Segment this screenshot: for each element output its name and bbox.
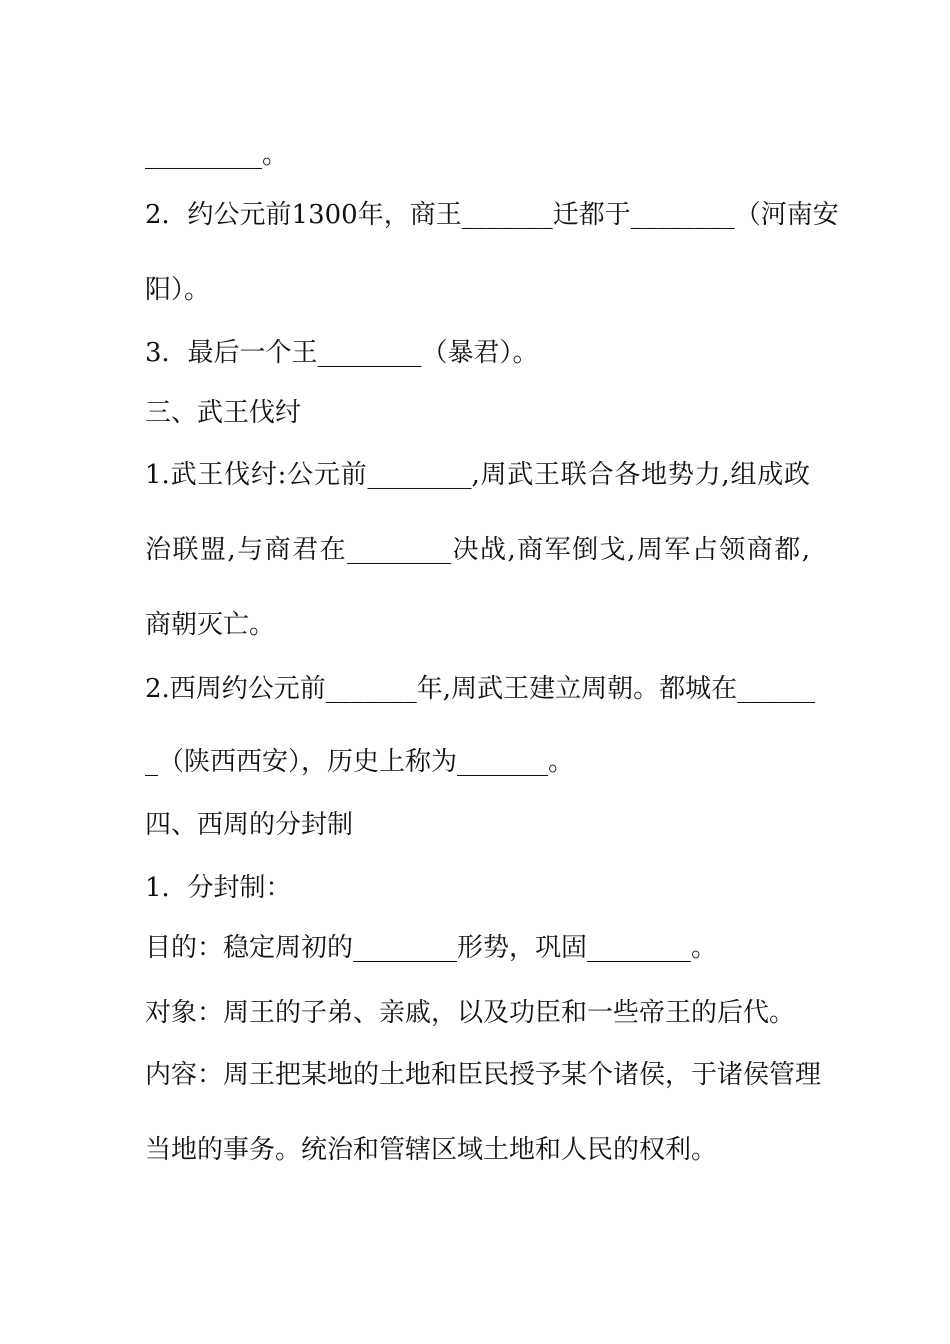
text-line-wuwang-1: 1.武王伐纣:公元前________,周武王联合各地势力,组成政 [145,460,810,490]
text-line-content-1: 内容：周王把某地的土地和臣民授予某个诸侯，于诸侯管理 [145,1060,822,1090]
text-line-item-3-last-king: 3．最后一个王________（暴君）。 [145,338,539,368]
text-line-blank-end: _________。 [145,140,289,170]
text-line-item-2-cont: 阳）。 [145,275,211,305]
text-line-purpose: 目的：稳定周初的________形势，巩固________。 [145,933,718,963]
text-line-xizhou-1: 2.西周约公元前_______年,周武王建立周朝。都城在______ [145,674,816,704]
text-line-content-2: 当地的事务。统治和管辖区域土地和人民的权利。 [145,1135,718,1165]
text-line-item-2-shang-capital: 2．约公元前1300年，商王_______迁都于________（河南安 [145,200,839,230]
text-line-target: 对象：周王的子弟、亲戚，以及功臣和一些帝王的后代。 [145,998,796,1028]
text-line-wuwang-3: 商朝灭亡。 [145,610,276,640]
text-line-fenfeng-title: 1．分封制： [145,873,292,903]
section-heading-4: 四、西周的分封制 [145,810,354,840]
section-heading-3: 三、武王伐纣 [145,398,302,428]
text-line-wuwang-2: 治联盟,与商君在________决战,商军倒戈,周军占领商都, [145,535,810,565]
text-line-xizhou-2: _（陕西西安），历史上称为_______。 [145,747,575,777]
